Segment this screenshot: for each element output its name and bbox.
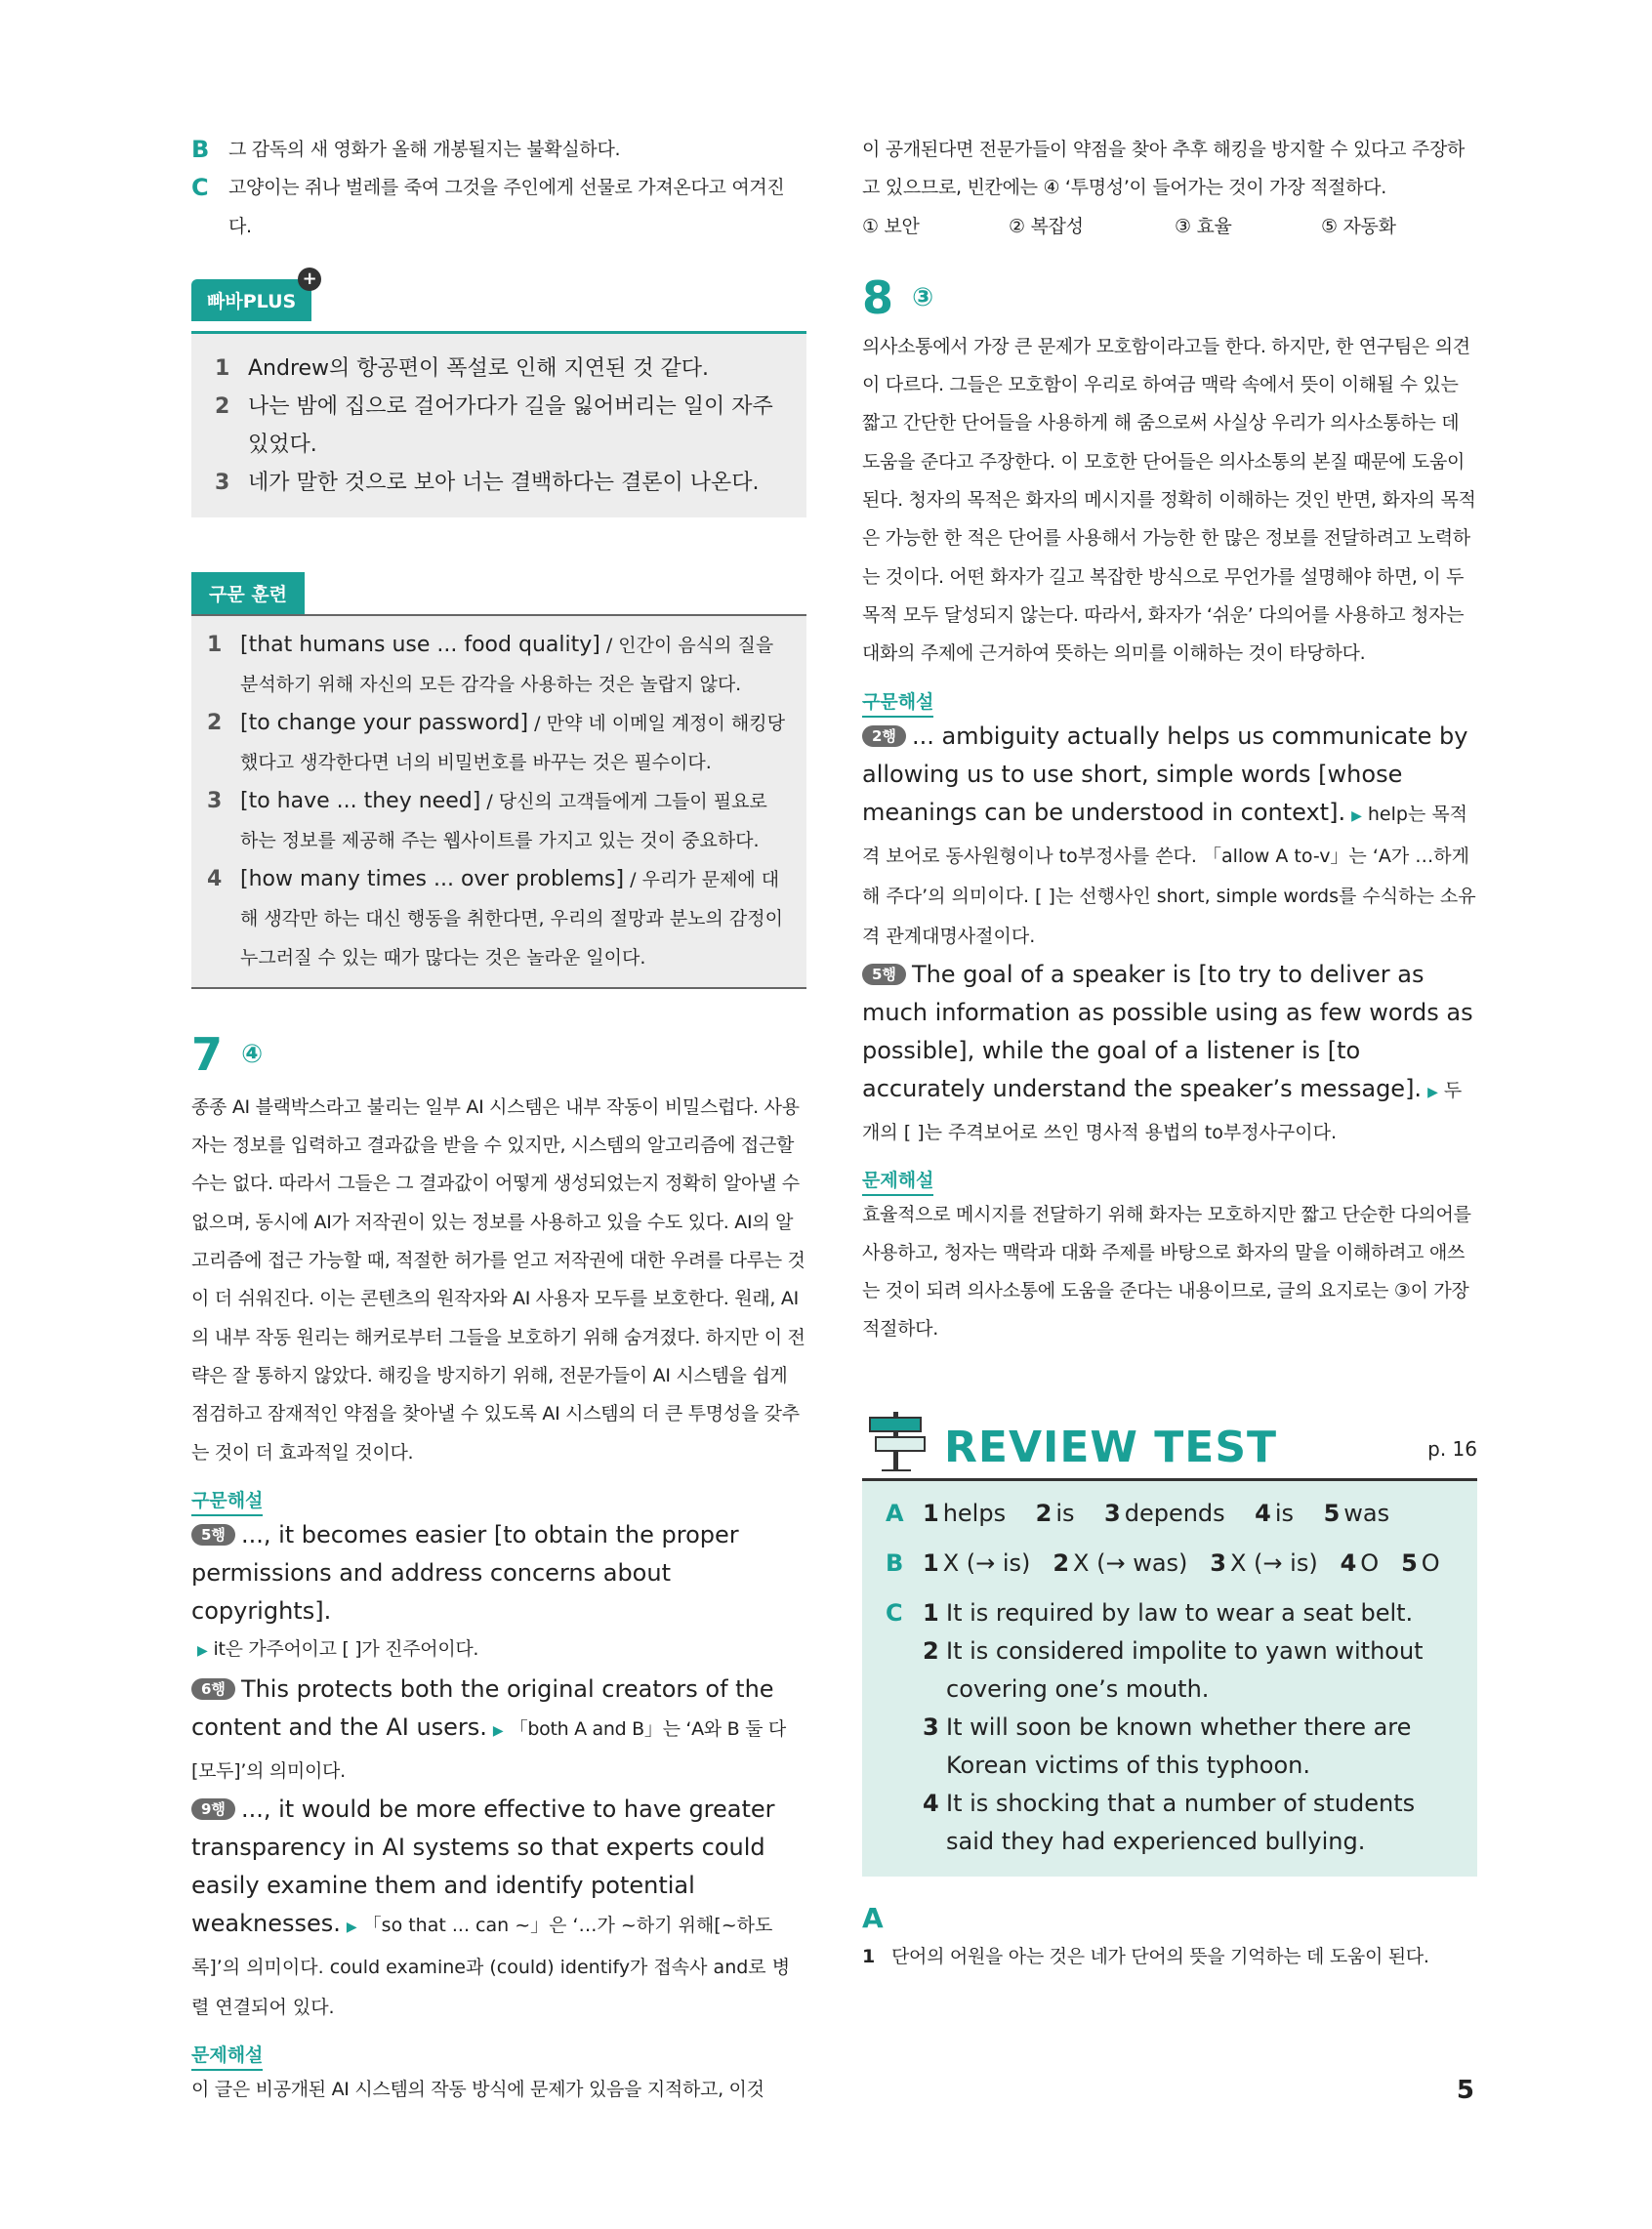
gumun-item: 2 [to change your password] / 만약 네 이메일 계정이 해킹당했다고 생각한다면 너의 비밀번호를 바꾸는 것은 필수이다. [207,710,785,773]
plus-box [191,331,806,517]
bottom-section-letter: A [862,1901,884,1934]
review-row-a: A 1 helps 2 is 3 depends 4 is 5 was [886,1499,1390,1527]
question-number: 8 [862,270,894,324]
answer-c-letter: C [191,174,209,202]
answer-b-text: 그 감독의 새 영화가 올해 개봉될지는 불확실하다. [228,139,621,160]
gumun-item: 4 [how many times ... over problems] / 우리가 문제에 대해 생각만 하는 대신 행동을 취한다면, 우리의 절망과 분노의 감정이 누그러질 수 있는 때가 많다는 것은 놀라운 일이다. [207,866,783,969]
line5-explanation: 5행 ..., it becomes easier [to obtain the proper permissions and address concerns about copyrights]. [191,1520,739,1625]
gumun-item: 3 [to have ... they need] / 당신의 고객들에게 그들이 필요로 하는 정보를 제공해 주는 웹사이트를 가지고 있는 것이 중요하다. [207,788,767,851]
plus-section [191,268,806,517]
right-munje-text: 효율적으로 메시지를 전달하기 위해 화자는 모호하지만 짧고 단순한 다의어를 사용하고, 청자는 맥락과 대화 주제를 바탕으로 화자의 말을 이해하려고 애쓰는 것이 되려 의사소통에 도움을 준다는 내용이므로, 글의 요지로는 ③이 가장 적절하다. [862,1203,1471,1341]
line6-explanation: 6행 This protects both the original creators of the content and the AI users. ▶ 「both A and B」는 ‘A와 B 둘 다[모두]’의 의미이다. [191,1675,786,1783]
answer-b [191,131,806,169]
review-box [862,1481,1477,1877]
question-8-translation: 의사소통에서 가장 큰 문제가 모호함이라고들 한다. 하지만, 한 연구팀은 의견이 다르다. 그들은 모호함이 우리로 하여금 맥락 속에서 뜻이 이해될 수 있는 짧고 간단한 단어들을 사용하게 해 줌으로써 사실상 우리가 의사소통하는 데 도움을 준다고 주장한다. 이 모호한 단어들은 의사소통의 본질 때문에 도움이 된다. 청자의 목적은 화자의 메시지를 정확히 이해하는 것인 반면, 화자의 목적은 가능한 한 적은 단어를 사용해서 가능한 한 많은 정보를 전달하려고 노력하는 것이다. 어떤 화자가 길고 복잡한 방식으로 무언가를 설명해야 하면, 이 두 목적 모두 달성되지 않는다. 따라서, 화자가 ‘쉬운’ 다의어를 사용하고 청자는 대화의 주제에 근거하여 뜻하는 의미를 이해하는 것이 타당하다. [862,335,1476,665]
question-number: 7 [191,1027,224,1081]
line9-explanation: 9행 ..., it would be more effective to have greater transparency in AI systems so that experts could easily examine them and identify potential weaknesses. ▶ 「so that ... can ~」은 ‘…가 ~하기 위해[~하도록]’의 의미이다. could examine과 (could) identify가 접속사 and로 병렬 연결되어 있다. [191,1796,791,2019]
question-answer: ④ [241,1039,264,1069]
left-munje-text: 이 글은 비공개된 AI 시스템의 작동 방식에 문제가 있음을 지적하고, 이것 [191,2079,764,2101]
answer-b-letter: B [191,136,210,163]
gumun-item: 1 [that humans use ... food quality] / 인간이 음식의 질을 분석하기 위해 자신의 모든 감각을 사용하는 것은 놀랍지 않다. [207,632,774,695]
option: ⑤ 자동화 [1321,215,1396,237]
review-title: REVIEW TEST [944,1422,1278,1472]
gumun-box [191,614,806,989]
munje-haeseol-label: 문제해설 [862,1166,933,1196]
gumun-label: 구문 훈련 [191,572,305,614]
plus-item: 3 네가 말한 것으로 보아 너는 결백하다는 결론이 나온다. [215,470,760,495]
answer-c-text: 고양이는 쥐나 벌레를 죽여 그것을 주인에게 선물로 가져온다고 여겨진다. [228,177,785,237]
bottom-item: 1 단어의 어원을 아는 것은 네가 단어의 뜻을 기억하는 데 도움이 된다. [862,1945,1429,1967]
question-7-header [191,1028,806,1081]
question-7-translation: 종종 AI 블랙박스라고 불리는 일부 AI 시스템은 내부 작동이 비밀스럽다. 사용자는 정보를 입력하고 결과값을 받을 수 있지만, 시스템의 알고리즘에 접근할 수는 없다. 따라서 그들은 그 결과값이 어떻게 생성되었는지 정확히 알아낼 수 없으며, 동시에 AI가 저작권이 있는 정보를 사용하고 있을 수도 있다. AI의 알고리즘에 접근 가능할 때, 적절한 허가를 얻고 저작권에 대한 우려를 다루는 것이 더 쉬워진다. 이는 콘텐츠의 원작자와 AI 사용자 모두를 보호한다. 원래, AI의 내부 작동 원리는 해커로부터 그들을 보호하기 위해 숨겨졌다. 하지만 이 전략은 잘 통하지 않았다. 해킹을 방지하기 위해, 전문가들이 AI 시스템을 쉽게 점검하고 잠재적인 약점을 찾아낼 수 있도록 AI 시스템의 더 큰 투명성을 갖추는 것이 더 효과적일 것이다. [191,1095,805,1464]
line5-note: ▶ it은 가주어이고 [ ]가 진주어이다. [197,1637,479,1660]
gumun-haeseol-label: 구문해설 [191,1486,263,1516]
plus-label: 빠바PLUS + [191,279,311,321]
answer-c [191,169,806,246]
signpost-icon [862,1408,930,1472]
gumun-haeseol-label: 구문해설 [862,687,933,718]
wrong-options [862,208,1477,246]
review-header [862,1408,1477,1481]
question-answer: ③ [912,282,934,312]
question-7-continuation: 이 공개된다면 전문가들이 약점을 찾아 추후 해킹을 방지할 수 있다고 주장하고 있으므로, 빈칸에는 ④ ‘투명성’이 들어가는 것이 가장 적절하다. [862,139,1466,199]
gumun-section [191,572,806,989]
munje-haeseol-label: 문제해설 [191,2041,263,2071]
option: ③ 효율 [1175,215,1232,237]
question-8-header [862,271,1477,324]
plus-icon: + [298,268,321,291]
option: ① 보안 [862,215,920,237]
line2-explanation: 2행 ... ambiguity actually helps us communicate by allowing us to use short, simple words [whose meanings can be understood in context]. ▶ help는 목적격 보어로 동사원형이나 to부정사를 쓴다. 「allow A to-v」는 ‘A가 …하게 해 주다’의 의미이다. [ ]는 선행사인 short, simple words를 수식하는 소유격 관계대명사절이다. [862,722,1476,947]
right-column [862,131,1477,1976]
line5r-explanation: 5행 The goal of a speaker is [to try to deliver as much information as possible using as few words as possible], while the goal of a listener is [to accurately understand the speaker’s message]. ▶ 두 개의 [ ]는 주격보어로 쓰인 명사적 용법의 to부정사구이다. [862,960,1473,1143]
page-number: 5 [1456,2076,1474,2105]
plus-item: 2 나는 밤에 집으로 걸어가다가 길을 잃어버리는 일이 자주 있었다. [215,393,773,457]
review-row-b: B 1 X (→ is) 2 X (→ was) 3 X (→ is) 4 O 5 O [886,1548,1440,1577]
review-page: p. 16 [1427,1436,1477,1461]
review-row-c: C 1 It is required by law to wear a seat belt. 2 It is considered impolite to yawn without covering one’s mouth. 3 It will soon be known whether there are Korean victims of this typhoon. 4 It is shocking that a number of students said they had experienced bullying. [886,1598,1424,1855]
plus-item: 1 Andrew의 항공편이 폭설로 인해 지연된 것 같다. [215,355,710,381]
left-column [191,131,806,2110]
option: ② 복잡성 [1009,215,1084,237]
